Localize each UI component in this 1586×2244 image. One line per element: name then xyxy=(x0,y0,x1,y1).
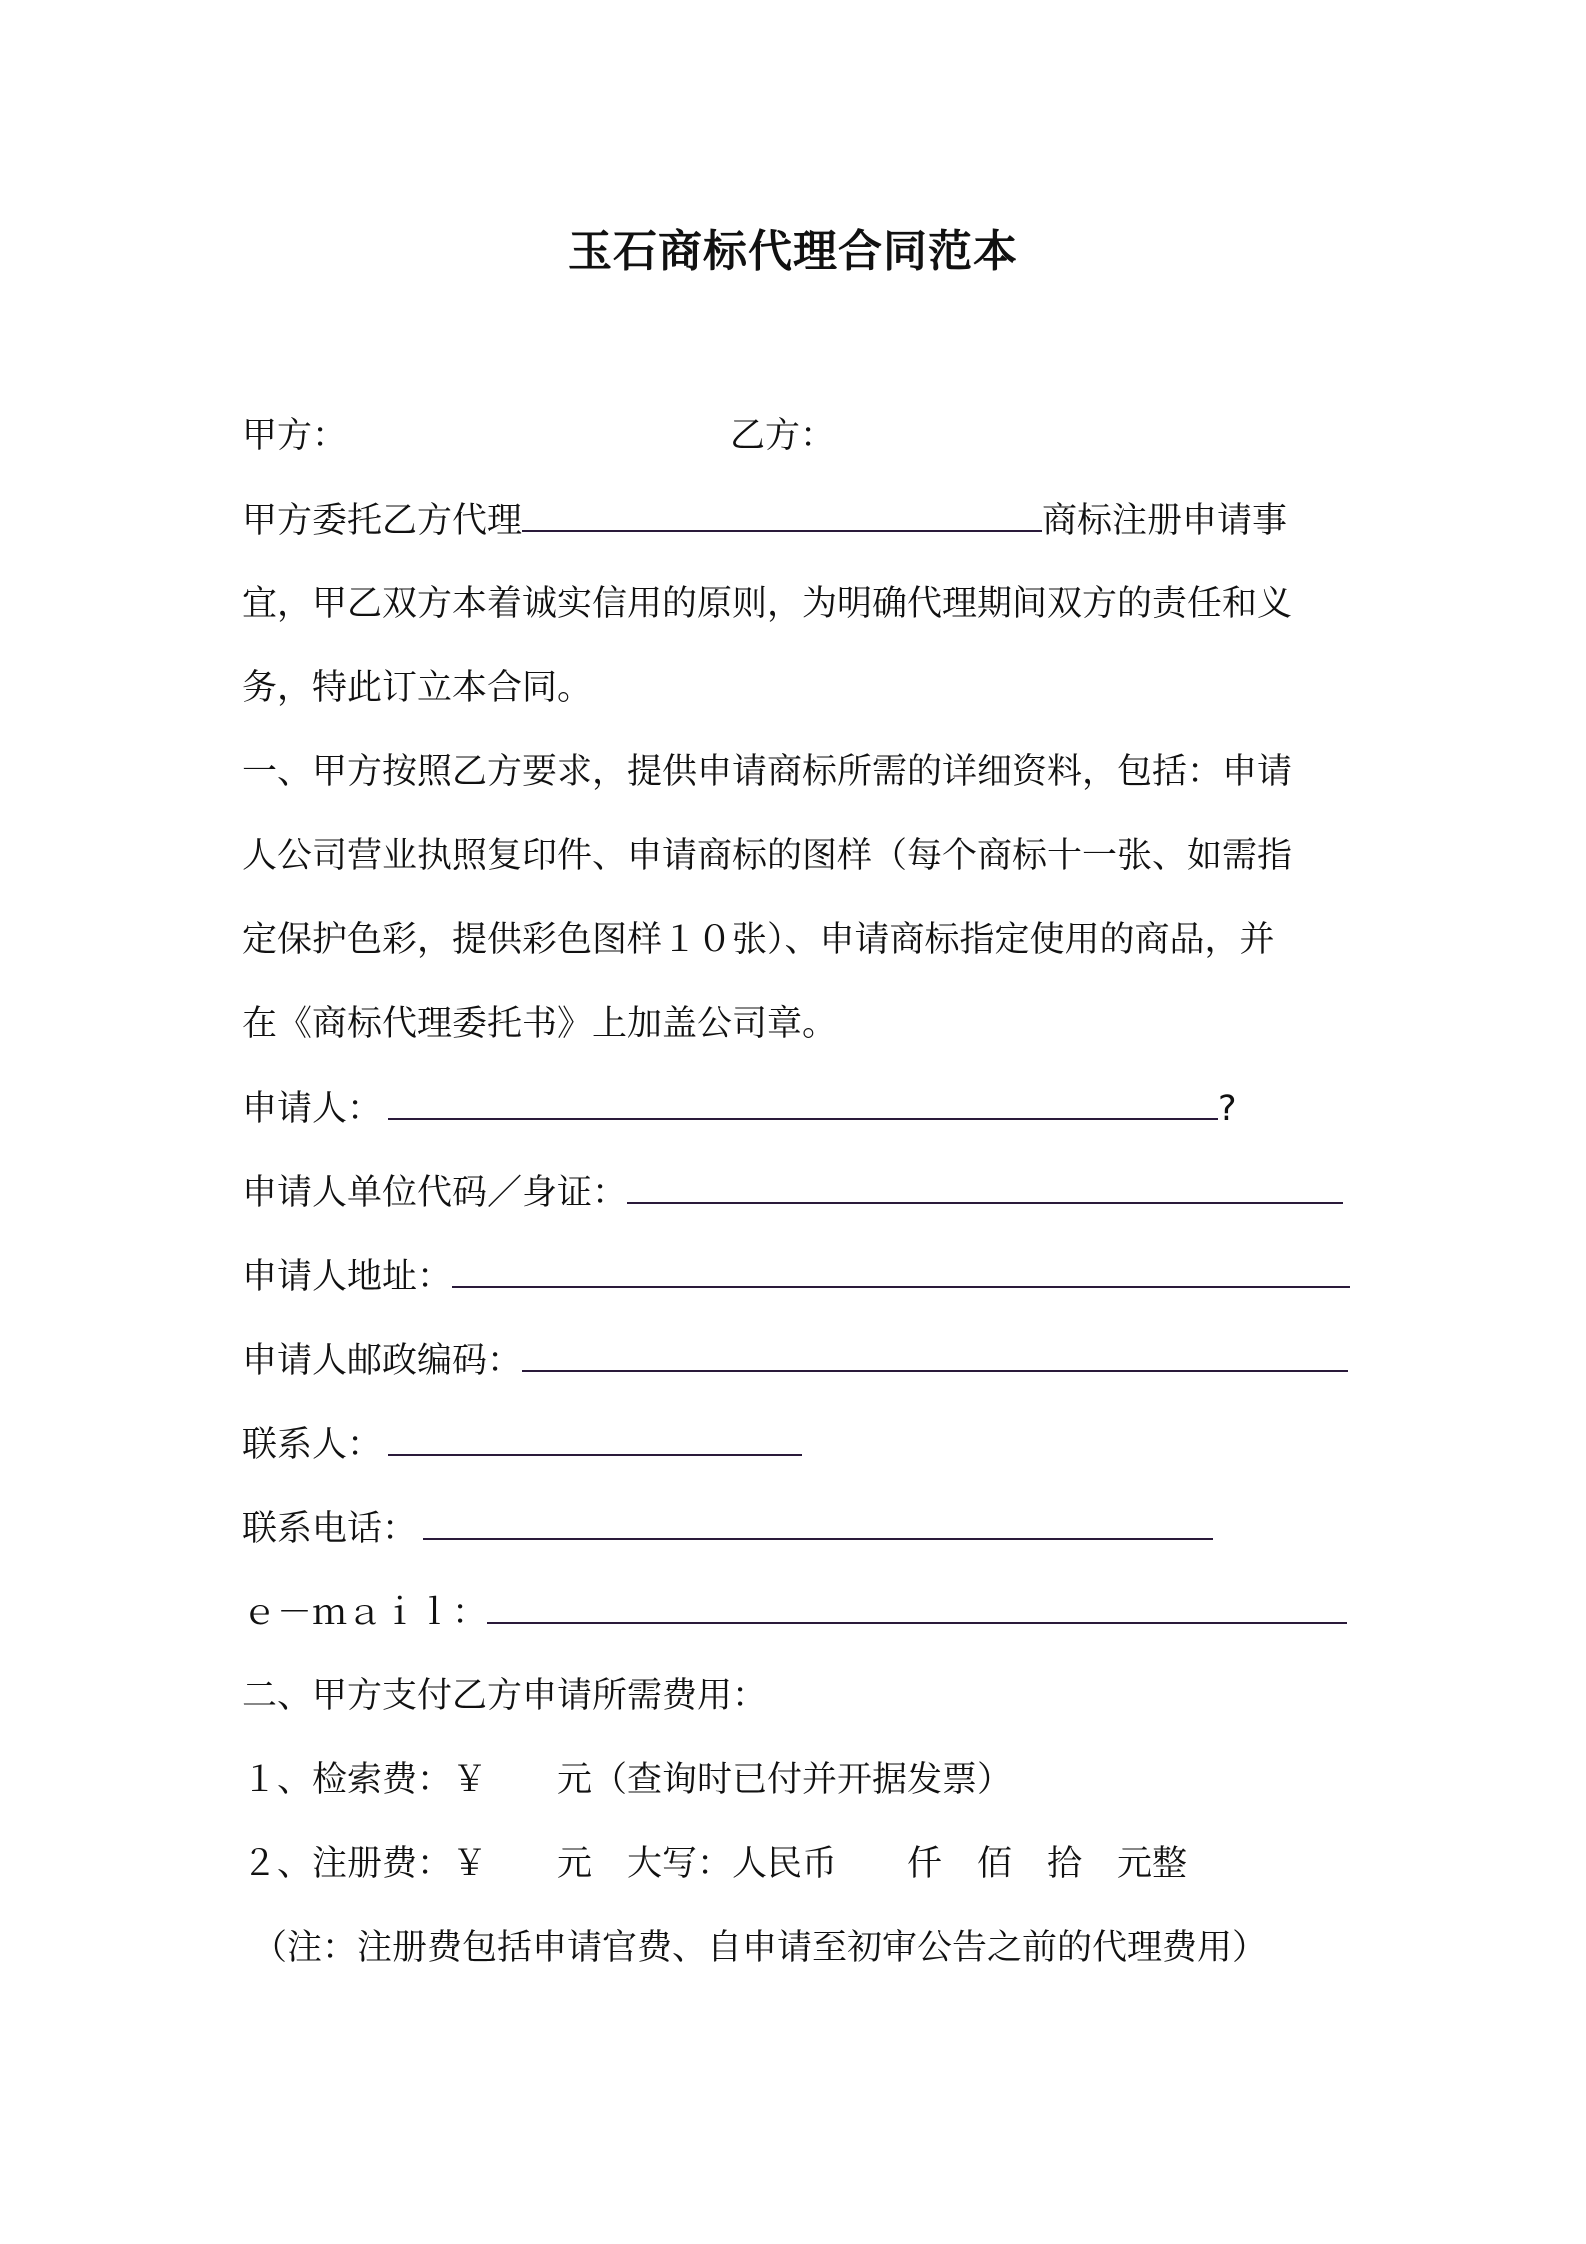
clause1-line-2: 人公司营业执照复印件、申请商标的图样（每个商标十一张、如需指 xyxy=(242,836,1293,876)
intro-text-start: 甲方委托乙方代理 xyxy=(242,501,523,541)
party-a-label: 甲方： xyxy=(242,416,348,456)
phone-label: 联系电话： xyxy=(242,1509,418,1549)
email-label: ｅ－ｍａｉｌ： xyxy=(242,1593,488,1633)
applicant-label: 申请人： xyxy=(242,1089,383,1129)
trademark-name-blank[interactable] xyxy=(522,496,1042,532)
postal-code-label: 申请人邮政编码： xyxy=(242,1341,523,1381)
party-b-line xyxy=(730,412,835,460)
intro-text-end: 商标注册申请事 xyxy=(1042,501,1288,541)
phone-field xyxy=(242,1504,1213,1553)
applicant-suffix: ? xyxy=(1218,1089,1237,1129)
clause1-line-4: 在《商标代理委托书》上加盖公司章。 xyxy=(242,1004,838,1044)
contact-label: 联系人： xyxy=(242,1425,383,1465)
party-b-label: 乙方： xyxy=(730,416,836,456)
contact-blank[interactable] xyxy=(388,1420,802,1456)
unit-code-field xyxy=(242,1168,1343,1217)
phone-blank[interactable] xyxy=(423,1504,1213,1540)
email-field xyxy=(242,1588,1347,1637)
intro-line-2: 宜，甲乙双方本着诚实信用的原则，为明确代理期间双方的责任和义 xyxy=(242,584,1293,624)
clause1-line-1: 一、甲方按照乙方要求，提供申请商标所需的详细资料，包括：申请 xyxy=(242,752,1293,792)
party-a-line xyxy=(242,412,347,460)
intro-line-1 xyxy=(242,496,1287,545)
postal-code-blank[interactable] xyxy=(522,1336,1348,1372)
unit-code-blank[interactable] xyxy=(627,1168,1343,1204)
search-fee-line: １、检索费：￥ 元（查询时已付并开据发票） xyxy=(242,1760,1013,1800)
postal-code-field xyxy=(242,1336,1348,1385)
unit-code-label: 申请人单位代码／身证： xyxy=(242,1173,628,1213)
intro-line-3: 务，特此订立本合同。 xyxy=(242,668,593,708)
document-title: 玉石商标代理合同范本 xyxy=(568,226,1018,277)
contact-field xyxy=(242,1420,802,1469)
registration-fee-line: ２、注册费：￥ 元 大写：人民币 仟 佰 拾 元整 xyxy=(242,1844,1188,1884)
address-label: 申请人地址： xyxy=(242,1257,453,1297)
applicant-field xyxy=(242,1084,1237,1133)
clause2-heading: 二、甲方支付乙方申请所需费用： xyxy=(242,1676,768,1716)
applicant-blank[interactable] xyxy=(388,1084,1218,1120)
clause1-line-3: 定保护色彩，提供彩色图样１０张）、申请商标指定使用的商品，并 xyxy=(242,920,1275,960)
address-field xyxy=(242,1252,1350,1301)
email-blank[interactable] xyxy=(487,1588,1347,1624)
address-blank[interactable] xyxy=(452,1252,1350,1288)
fee-note-line: （注：注册费包括申请官费、自申请至初审公告之前的代理费用） xyxy=(252,1928,1268,1968)
